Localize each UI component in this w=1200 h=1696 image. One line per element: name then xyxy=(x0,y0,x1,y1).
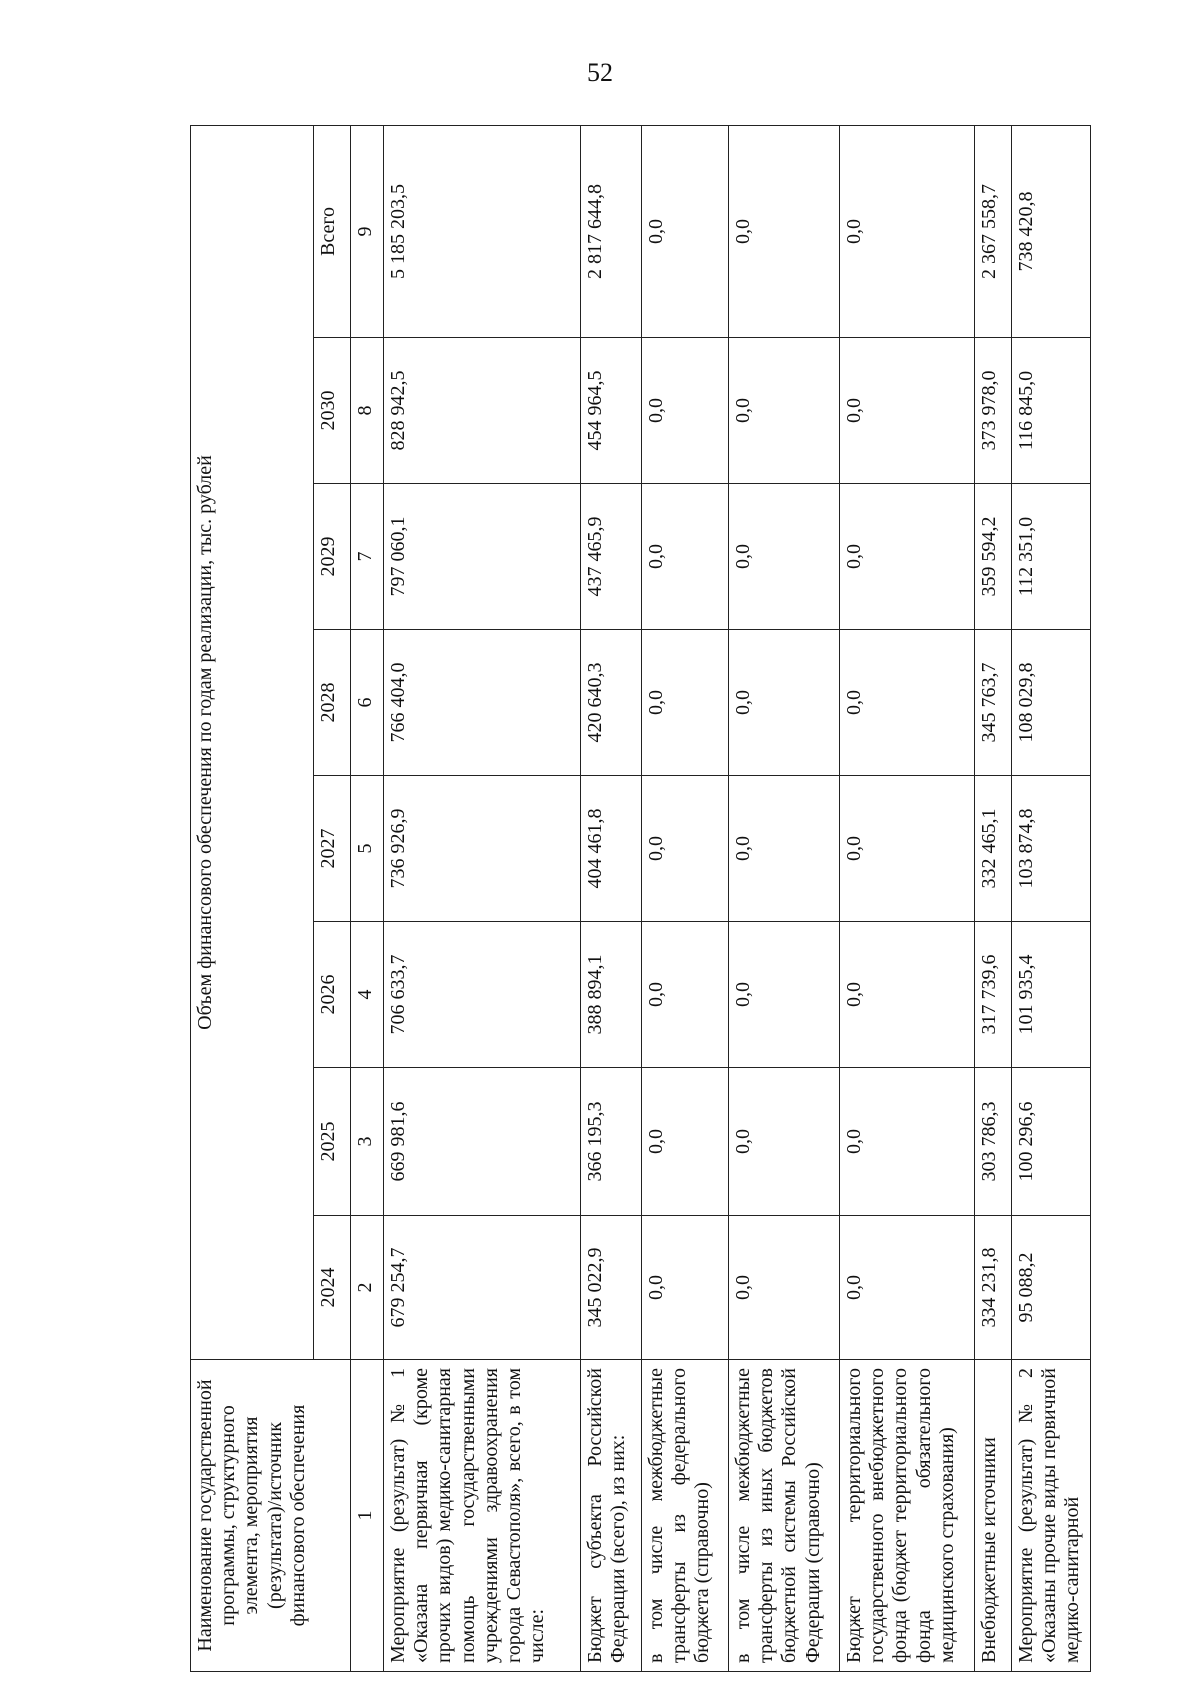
table-row xyxy=(975,125,1012,1671)
row-value: 0,0 xyxy=(840,338,975,484)
row-value: 303 786,3 xyxy=(975,1068,1012,1216)
header-index: 1 xyxy=(351,1360,384,1672)
table-row xyxy=(729,125,840,1671)
row-value: 0,0 xyxy=(840,630,975,776)
row-value: 679 254,7 xyxy=(384,1216,581,1360)
row-value: 101 935,4 xyxy=(1012,922,1091,1068)
row-value: 404 461,8 xyxy=(581,776,642,922)
row-total: 0,0 xyxy=(840,125,975,337)
row-value: 706 633,7 xyxy=(384,922,581,1068)
row-value: 0,0 xyxy=(729,922,840,1068)
row-name: Бюджет территориального государственного внебюджетного фонда (бюджет территориального фонда обязательного медицинского страхования) xyxy=(840,1360,975,1672)
row-value: 0,0 xyxy=(642,1216,729,1360)
row-value: 669 981,6 xyxy=(384,1068,581,1216)
table-row xyxy=(840,125,975,1671)
header-total: Всего xyxy=(314,125,351,337)
row-value: 317 739,6 xyxy=(975,922,1012,1068)
row-value: 454 964,5 xyxy=(581,338,642,484)
header-year: 2028 xyxy=(314,630,351,776)
row-value: 437 465,9 xyxy=(581,484,642,630)
header-index: 7 xyxy=(351,484,384,630)
row-value: 0,0 xyxy=(642,630,729,776)
header-index: 6 xyxy=(351,630,384,776)
page-number: 52 xyxy=(587,58,613,87)
row-value: 103 874,8 xyxy=(1012,776,1091,922)
financing-table xyxy=(190,125,1091,1672)
header-index: 3 xyxy=(351,1068,384,1216)
row-value: 0,0 xyxy=(840,1216,975,1360)
row-value: 373 978,0 xyxy=(975,338,1012,484)
row-name: Мероприятие (результат) № 1 «Оказана первичная (кроме прочих видов) медико-санитарная помощь государственными учреждениями здравоохранения города Севастополя», всего, в том числе: xyxy=(384,1360,581,1672)
row-value: 0,0 xyxy=(840,776,975,922)
row-value: 112 351,0 xyxy=(1012,484,1091,630)
row-value: 95 088,2 xyxy=(1012,1216,1091,1360)
header-year: 2025 xyxy=(314,1068,351,1216)
header-index: 5 xyxy=(351,776,384,922)
row-total: 5 185 203,5 xyxy=(384,125,581,337)
row-value: 420 640,3 xyxy=(581,630,642,776)
row-value: 334 231,8 xyxy=(975,1216,1012,1360)
row-value: 0,0 xyxy=(840,922,975,1068)
row-total: 0,0 xyxy=(729,125,840,337)
row-value: 0,0 xyxy=(729,776,840,922)
header-year: 2029 xyxy=(314,484,351,630)
row-value: 100 296,6 xyxy=(1012,1068,1091,1216)
row-value: 0,0 xyxy=(729,338,840,484)
row-total: 2 817 644,8 xyxy=(581,125,642,337)
header-index: 2 xyxy=(351,1216,384,1360)
row-value: 0,0 xyxy=(642,1068,729,1216)
row-name: Мероприятие (результат) № 2 «Оказаны прочие виды первичной медико-санитарной xyxy=(1012,1360,1091,1672)
table-row xyxy=(642,125,729,1671)
row-name: Бюджет субъекта Российской Федерации (всего), из них: xyxy=(581,1360,642,1672)
row-value: 736 926,9 xyxy=(384,776,581,922)
row-name: в том числе межбюджетные трансферты из иных бюджетов бюджетной системы Российской Федерации (справочно) xyxy=(729,1360,840,1672)
row-value: 797 060,1 xyxy=(384,484,581,630)
row-name: Внебюджетные источники xyxy=(975,1360,1012,1672)
table-row xyxy=(1012,125,1091,1671)
row-value: 332 465,1 xyxy=(975,776,1012,922)
row-value: 0,0 xyxy=(729,484,840,630)
row-value: 116 845,0 xyxy=(1012,338,1091,484)
header-row-main xyxy=(191,125,314,1671)
row-value: 366 195,3 xyxy=(581,1068,642,1216)
header-year: 2027 xyxy=(314,776,351,922)
table-row xyxy=(581,125,642,1671)
header-year: 2030 xyxy=(314,338,351,484)
row-total: 738 420,8 xyxy=(1012,125,1091,337)
rotated-table-container xyxy=(190,126,1084,1672)
row-value: 828 942,5 xyxy=(384,338,581,484)
row-value: 0,0 xyxy=(642,922,729,1068)
row-total: 0,0 xyxy=(642,125,729,337)
row-value: 388 894,1 xyxy=(581,922,642,1068)
header-year: 2024 xyxy=(314,1216,351,1360)
header-volume: Объем финансового обеспечения по годам реализации, тыс. рублей xyxy=(191,125,314,1359)
row-value: 0,0 xyxy=(642,776,729,922)
row-value: 0,0 xyxy=(840,484,975,630)
row-value: 0,0 xyxy=(642,484,729,630)
row-name: в том числе межбюджетные трансферты из федерального бюджета (справочно) xyxy=(642,1360,729,1672)
row-value: 359 594,2 xyxy=(975,484,1012,630)
header-name-column: Наименование государственной программы, структурного элемента, мероприятия (результата)/источник финансового обеспечения xyxy=(191,1360,351,1672)
row-value: 0,0 xyxy=(729,1216,840,1360)
row-value: 0,0 xyxy=(729,630,840,776)
header-index: 4 xyxy=(351,922,384,1068)
row-value: 0,0 xyxy=(642,338,729,484)
header-index: 8 xyxy=(351,338,384,484)
header-index: 9 xyxy=(351,125,384,337)
header-row-index xyxy=(351,125,384,1671)
row-value: 108 029,8 xyxy=(1012,630,1091,776)
row-total: 2 367 558,7 xyxy=(975,125,1012,337)
table-row xyxy=(384,125,581,1671)
row-value: 345 022,9 xyxy=(581,1216,642,1360)
row-value: 0,0 xyxy=(729,1068,840,1216)
row-value: 0,0 xyxy=(840,1068,975,1216)
header-year: 2026 xyxy=(314,922,351,1068)
row-value: 345 763,7 xyxy=(975,630,1012,776)
row-value: 766 404,0 xyxy=(384,630,581,776)
